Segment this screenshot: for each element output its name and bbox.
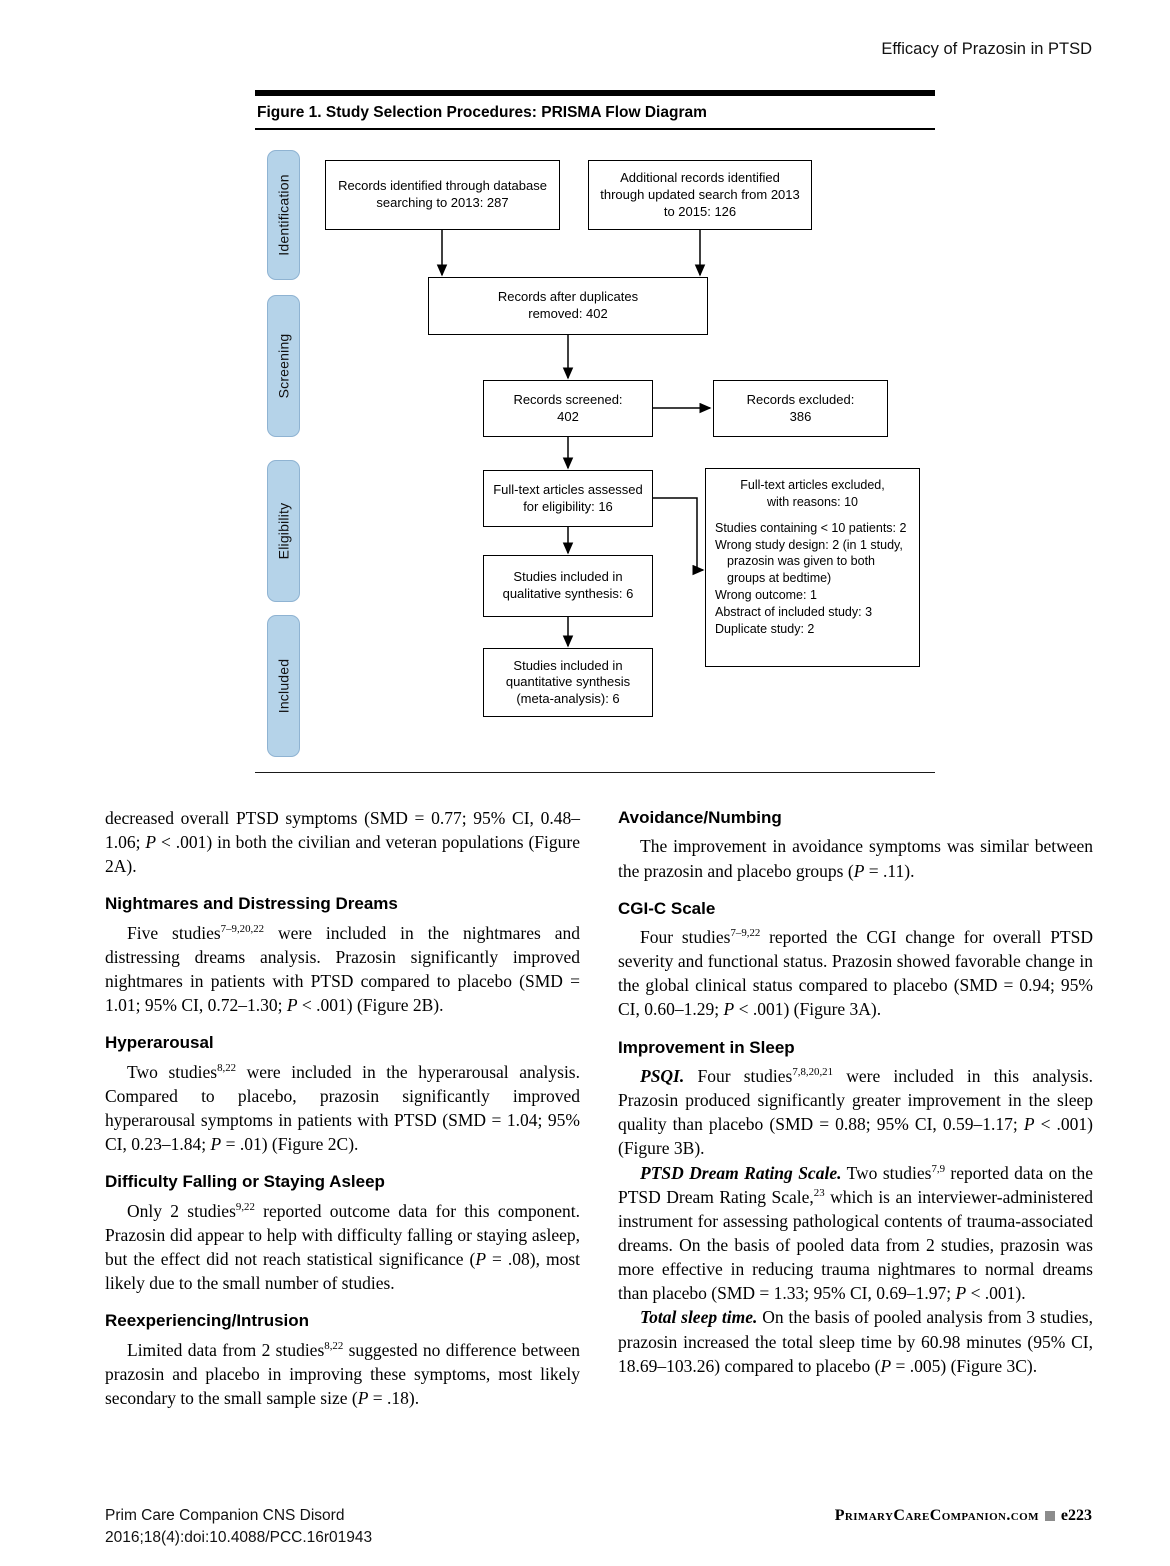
- paragraph-difficulty-sleep: Only 2 studies$^{9,22}$ reported outcome data for this component. Prazosin did appear to help with difficulty falling or staying asleep, but the effect did not reach statistical significance (P = .08), most likely due to the small number of studies.: [105, 1200, 580, 1294]
- paragraph-psqi: PSQI. Four studies$^{7,8,20,21}$ were included in this analysis. Prazosin produced significantly greater improvement in the sleep quality than placebo (SMD = 0.88; 95% CI, 0.59–1.17; P < .001) (Figure 3B).: [618, 1066, 1093, 1159]
- box-additional-records: Additional records identified through updated search from 2013 to 2015: 126: [588, 160, 812, 230]
- footer-square-icon: [1045, 1511, 1055, 1521]
- footer-right: [835, 1505, 1092, 1525]
- box-qualitative-synthesis: Studies included in qualitative synthesis: 6: [483, 555, 653, 617]
- heading-improvement-sleep: Improvement in Sleep: [618, 1037, 795, 1057]
- journal-citation: [105, 1505, 372, 1548]
- paragraph-cgi-c: Four studies$^{7-9,22}$ reported the CGI change for overall PTSD severity and functional status. Prazosin showed favorable change in the global clinical status compared to placebo (SMD = 0.94; 95% CI, 0.60–1.29; P < .001) (Figure 3A).: [618, 927, 1093, 1020]
- box-fulltext-excluded: [705, 468, 920, 667]
- stage-label: Screening: [275, 333, 292, 399]
- stage-screening: [267, 295, 300, 437]
- box-records-database-search: Records identified through database searching to 2013: 287: [325, 160, 560, 230]
- page-number: e223: [1060, 1507, 1092, 1524]
- stage-label: Included: [275, 659, 292, 714]
- heading-avoidance: Avoidance/Numbing: [618, 808, 782, 827]
- stage-label: Eligibility: [275, 503, 292, 560]
- paragraph-hyperarousal: Two studies$^{8,22}$ were included in the hyperarousal analysis. Compared to placebo, prazosin significantly improved hyperarousal symptoms in patients with PTSD (SMD = 1.04; 95% CI, 0.23–1.84; P = .01) (Figure 2C).: [105, 1061, 580, 1155]
- journal-name: Prim Care Companion CNS Disord: [105, 1507, 345, 1524]
- journal-doi: 2016;18(4):doi:10.4088/PCC.16r01943: [105, 1528, 373, 1546]
- left-column: [105, 806, 580, 1410]
- stage-included: [267, 615, 300, 757]
- box-quantitative-synthesis: Studies included in quantitative synthesis (meta-analysis): 6: [483, 648, 653, 717]
- stage-identification: [267, 150, 300, 280]
- article-body: [105, 806, 1093, 1410]
- fulltext-excluded-title: Full-text articles excluded, with reasons: 10: [740, 478, 885, 509]
- box-duplicates-removed: Records after duplicates removed: 402: [428, 277, 708, 335]
- figure-1: [255, 90, 935, 773]
- box-fulltext-assessed: Full-text articles assessed for eligibility: 16: [483, 470, 653, 527]
- right-column: [618, 806, 1093, 1410]
- box-records-excluded: Records excluded: 386: [713, 380, 888, 437]
- heading-hyperarousal: Hyperarousal: [105, 1033, 214, 1053]
- heading-reexperiencing: Reexperiencing/Intrusion: [105, 1311, 310, 1331]
- journal-site: PrimaryCareCompanion.com: [834, 1507, 1039, 1524]
- prisma-flow-diagram: [255, 130, 935, 773]
- page-footer: [105, 1505, 1092, 1548]
- running-head: Efficacy of Prazosin in PTSD: [881, 40, 1092, 58]
- stage-label: Identification: [275, 174, 292, 257]
- fulltext-excluded-reasons: Studies containing < 10 patients: 2 Wrong study design: 2 (in 1 study, prazosin was given to both groups at bedtime) Wrong outcome: 1 Abstract of included study: 3 Duplicate study: 2: [715, 520, 907, 637]
- stage-eligibility: [267, 460, 300, 602]
- paragraph-avoidance: The improvement in avoidance symptoms was similar between the prazosin and placebo groups (P = .11).: [618, 836, 1093, 881]
- paragraph-total-sleep-time: Total sleep time. On the basis of pooled analysis from 3 studies, prazosin increased the total sleep time by 60.98 minutes (95% CI, 18.69–103.26) compared to placebo (P = .005) (Figure 3C).: [618, 1307, 1093, 1376]
- box-records-screened: Records screened: 402: [483, 380, 653, 437]
- paragraph-overall-symptoms: decreased overall PTSD symptoms (SMD = 0.77; 95% CI, 0.48–1.06; P < .001) in both the civilian and veteran populations (Figure 2A).: [105, 808, 580, 877]
- paragraph-reexperiencing: Limited data from 2 studies$^{8,22}$ suggested no difference between prazosin and placebo in improving these symptoms, most likely secondary to the small sample size (P = .18).: [105, 1339, 580, 1408]
- paragraph-dream-rating: PTSD Dream Rating Scale. Two studies$^{7,9}$ reported data on the PTSD Dream Rating Scale,$^{23}$ which is an interviewer-administered instrument for assessing pathological contents of trauma-associated dreams. On the basis of pooled data from 2 studies, prazosin was more effective in reducing trauma nightmares to normal dreams than placebo (SMD = 1.33; 95% CI, 0.69–1.97; P < .001).: [618, 1162, 1094, 1304]
- heading-difficulty-sleep: Difficulty Falling or Staying Asleep: [105, 1172, 385, 1192]
- heading-nightmares: Nightmares and Distressing Dreams: [105, 894, 398, 914]
- heading-cgi-c: CGI-C Scale: [618, 898, 716, 918]
- paragraph-nightmares: Five studies$^{7-9,20,22}$ were included in the nightmares and distressing dreams analysis. Prazosin significantly improved nightmares in patients with PTSD compared to placebo (SMD = 1.01; 95% CI, 0.72–1.30; P < .001) (Figure 2B).: [105, 922, 580, 1016]
- figure-title: Figure 1. Study Selection Procedures: PRISMA Flow Diagram: [255, 96, 935, 130]
